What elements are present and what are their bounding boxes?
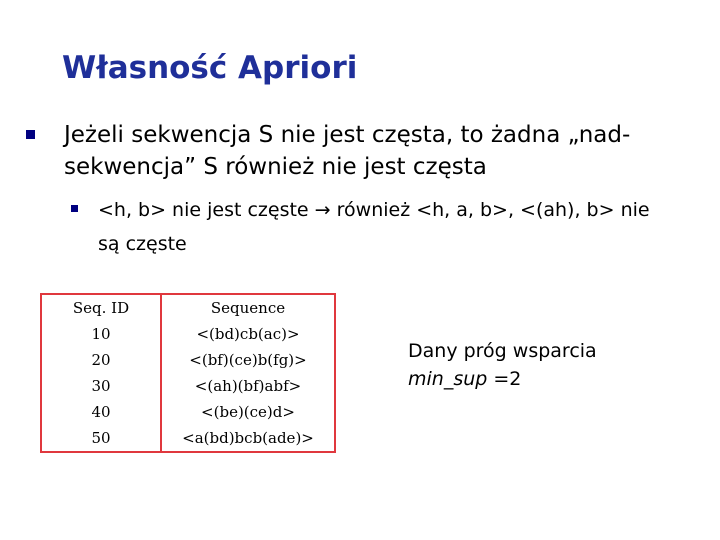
bullet2-part1: <h, b> nie jest częste <box>98 199 309 221</box>
seq-id-cell: 10 <box>41 321 161 347</box>
bullet-text-level1: Jeżeli sekwencja S nie jest częsta, to żadna „nad-sekwencja” S również nie jest częsta <box>64 122 631 180</box>
sequence-cell: <(be)(ce)d> <box>161 399 335 425</box>
support-line2 <box>408 365 597 393</box>
table-header-row <box>41 294 335 321</box>
minsup-label: min_sup <box>408 368 488 390</box>
sequence-table <box>40 293 336 453</box>
bullet-square-icon <box>26 130 35 139</box>
sequence-cell: <(bd)cb(ac)> <box>161 321 335 347</box>
seq-id-cell: 30 <box>41 373 161 399</box>
seq-id-cell: 50 <box>41 425 161 452</box>
seq-id-cell: 20 <box>41 347 161 373</box>
table-row <box>41 425 335 452</box>
bullet-text-level2 <box>98 193 658 261</box>
right-arrow-icon: → <box>314 199 331 221</box>
table-row <box>41 321 335 347</box>
sequence-cell: <(ah)(bf)abf> <box>161 373 335 399</box>
support-threshold-note <box>408 337 597 393</box>
column-header-sequence: Sequence <box>161 294 335 321</box>
column-header-seq-id: Seq. ID <box>41 294 161 321</box>
slide-title: Własność Apriori <box>62 50 358 86</box>
sequence-cell: <(bf)(ce)b(fg)> <box>161 347 335 373</box>
seq-id-cell: 40 <box>41 399 161 425</box>
bullet-square-icon <box>71 205 78 212</box>
support-line1: Dany próg wsparcia <box>408 340 597 362</box>
sequence-cell: <a(bd)bcb(ade)> <box>161 425 335 452</box>
minsup-value: =2 <box>487 368 522 390</box>
table-row <box>41 373 335 399</box>
bullet2-part2: również <h, a, b>, <(ah), b> nie są częste <box>98 199 650 255</box>
table-row <box>41 399 335 425</box>
table-row <box>41 347 335 373</box>
